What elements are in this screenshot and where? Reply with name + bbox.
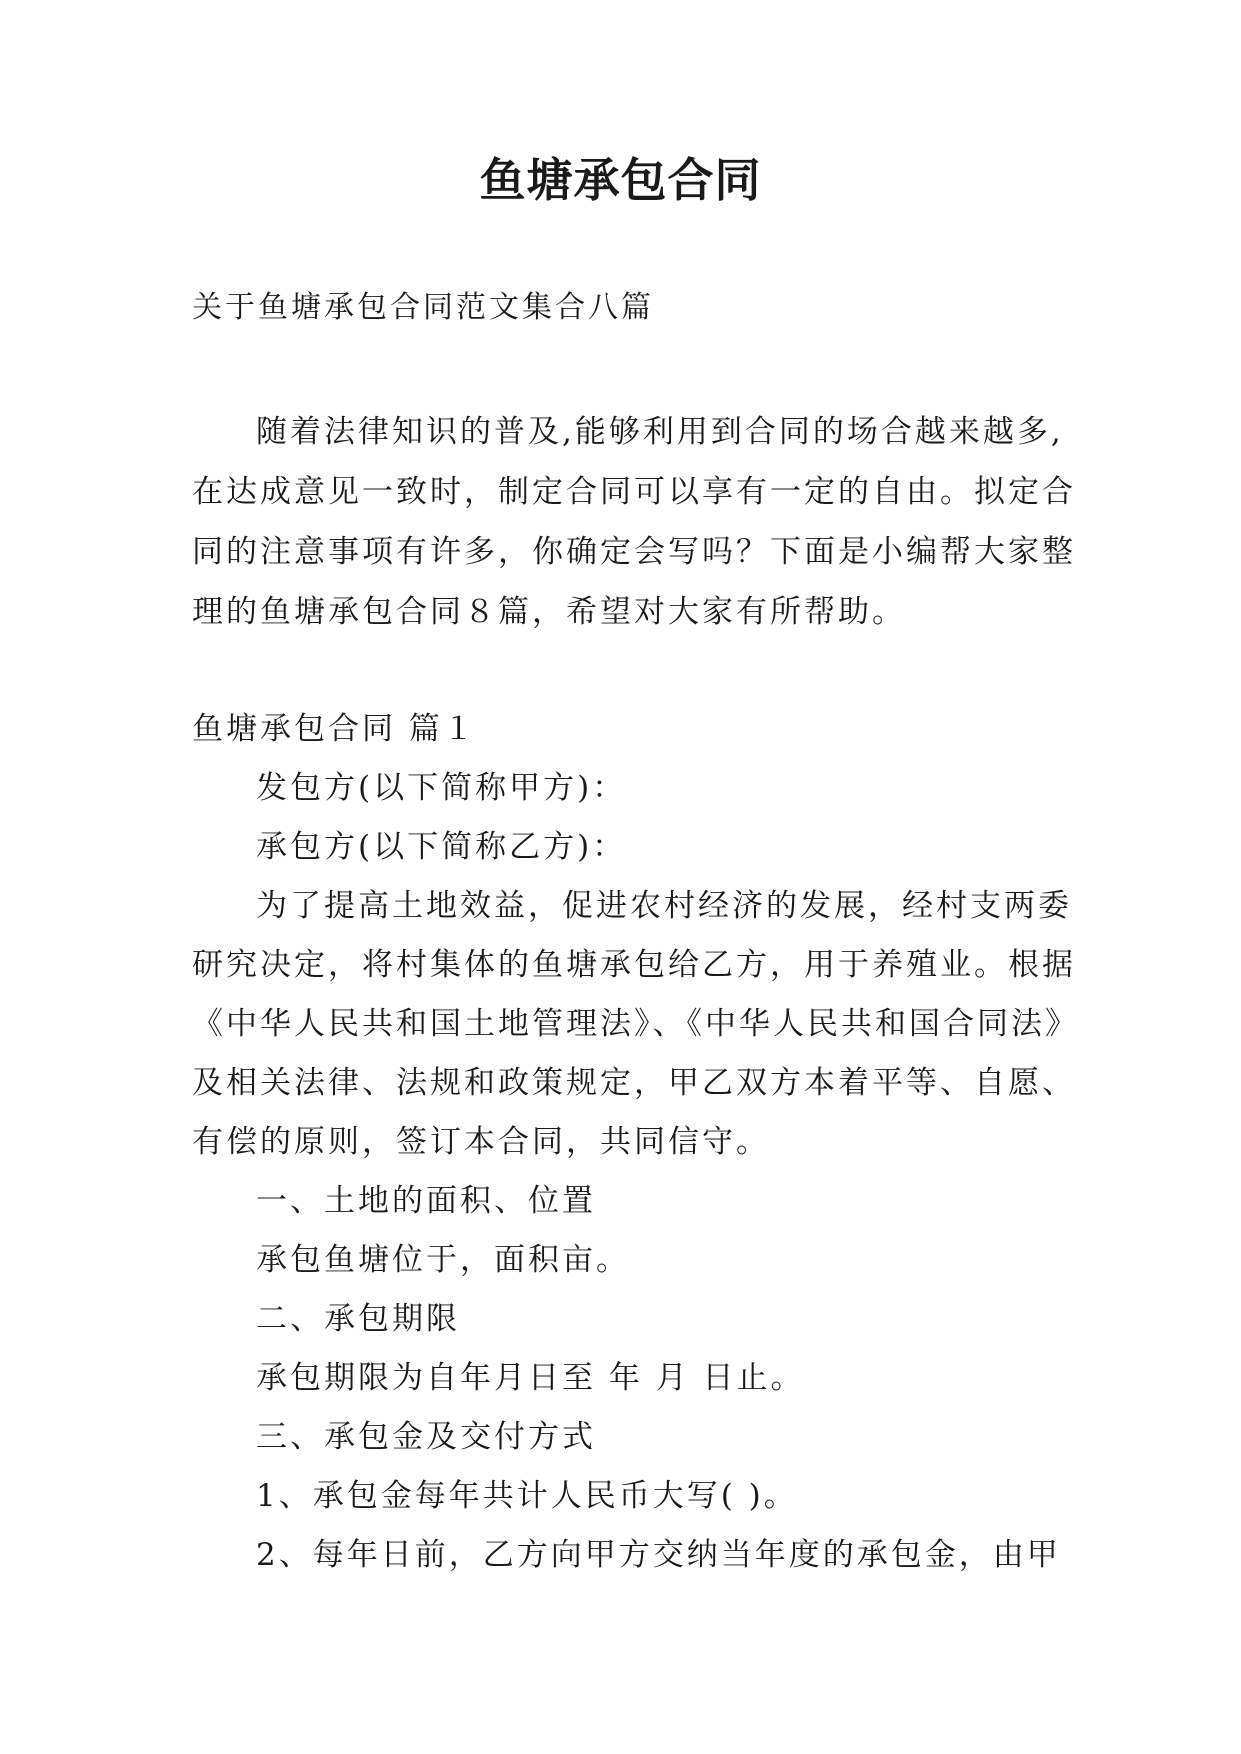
intro-line: 在达成意见一致时，制定合同可以享有一定的自由。拟定合 (192, 474, 1076, 510)
intro-line: 随着法律知识的普及,能够利用到合同的场合越来越多, (256, 414, 1064, 450)
clause-heading-2: 二、承包期限 (256, 1301, 460, 1337)
intro-paragraph (192, 402, 1076, 642)
section-heading: 鱼塘承包合同 篇１ (192, 711, 477, 747)
document-subtitle: 关于鱼塘承包合同范文集合八篇 (192, 290, 654, 325)
clause-text-1: 承包鱼塘位于，面积亩。 (256, 1242, 630, 1278)
document-title: 鱼塘承包合同 (479, 153, 762, 207)
body-line: 研究决定，将村集体的鱼塘承包给乙方，用于养殖业。根据 (192, 947, 1076, 983)
body-line: 《中华人民共和国土地管理法》、《中华人民共和国合同法》 (192, 1006, 1079, 1042)
body-line: 为了提高土地效益，促进农村经济的发展，经村支两委 (256, 888, 1072, 924)
intro-line: 理的鱼塘承包合同８篇，希望对大家有所帮助。 (192, 594, 906, 630)
clause-item-1: 1、承包金每年共计人民币大写( )。 (256, 1478, 798, 1514)
party-b-line: 承包方(以下简称乙方)： (256, 829, 627, 865)
body-line: 有偿的原则，签订本合同，共同信守。 (192, 1124, 770, 1160)
clause-text-2: 承包期限为自年月日至 年 月 日止。 (256, 1360, 805, 1396)
intro-line: 同的注意事项有许多，你确定会写吗？下面是小编帮大家整 (192, 534, 1076, 570)
contract-body (192, 700, 1092, 1585)
clause-heading-1: 一、土地的面积、位置 (256, 1183, 596, 1219)
clause-item-2: 2、每年日前，乙方向甲方交纳当年度的承包金，由甲 (256, 1537, 1061, 1573)
clause-heading-3: 三、承包金及交付方式 (256, 1419, 596, 1455)
body-line: 及相关法律、法规和政策规定，甲乙双方本着平等、自愿、 (192, 1065, 1076, 1101)
party-a-line: 发包方(以下简称甲方)： (256, 770, 627, 806)
